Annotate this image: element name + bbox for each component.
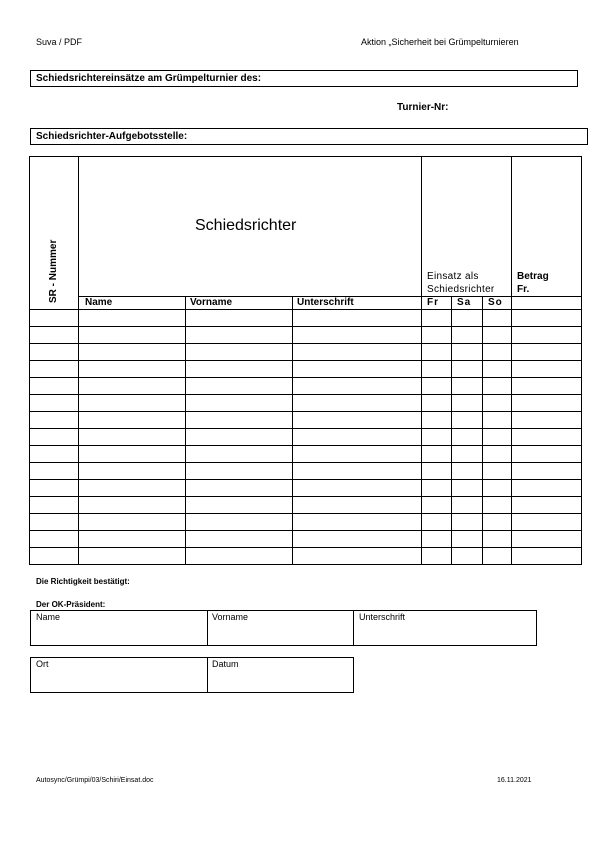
confirmation-label: Die Richtigkeit bestätigt: <box>36 577 130 586</box>
place-date-box <box>30 657 354 693</box>
footer-left: Autosync/Grümpi/03/Schiri/Einsat.doc <box>36 777 154 784</box>
einsatz-label-2: Schiedsrichter <box>427 284 495 295</box>
column-sa: Sa <box>457 297 472 308</box>
sign-datum-label: Datum <box>212 659 239 669</box>
office-box <box>30 128 588 145</box>
president-sign-box <box>30 610 537 646</box>
column-so: So <box>488 297 503 308</box>
referee-heading: Schiedsrichter <box>195 217 297 234</box>
sign-ort-label: Ort <box>36 659 49 669</box>
sign-name-label: Name <box>36 612 61 622</box>
tournament-no-label: Turnier-Nr: <box>397 102 449 113</box>
column-name: Name <box>85 297 113 308</box>
title-box <box>30 70 578 87</box>
column-unterschrift: Unterschrift <box>297 297 354 308</box>
betrag-label-2: Fr. <box>517 284 530 295</box>
sign-unterschrift-label: Unterschrift <box>359 612 406 622</box>
title-label: Schiedsrichtereinsätze am Grümpelturnier des: <box>36 73 262 84</box>
sign-vorname-label: Vorname <box>212 612 249 622</box>
header-right: Aktion „Sicherheit bei Grümpelturnieren <box>361 37 519 47</box>
column-fr: Fr <box>427 297 439 308</box>
sr-number-label: SR - Nummer <box>48 239 59 303</box>
einsatz-label-1: Einsatz als <box>427 271 479 282</box>
footer-right: 16.11.2021 <box>497 777 532 784</box>
president-label: Der OK-Präsident: <box>36 600 106 609</box>
column-vorname: Vorname <box>190 297 233 308</box>
betrag-label-1: Betrag <box>517 271 549 282</box>
header-left: Suva / PDF <box>36 37 83 47</box>
office-label: Schiedsrichter-Aufgebotsstelle: <box>36 131 188 142</box>
